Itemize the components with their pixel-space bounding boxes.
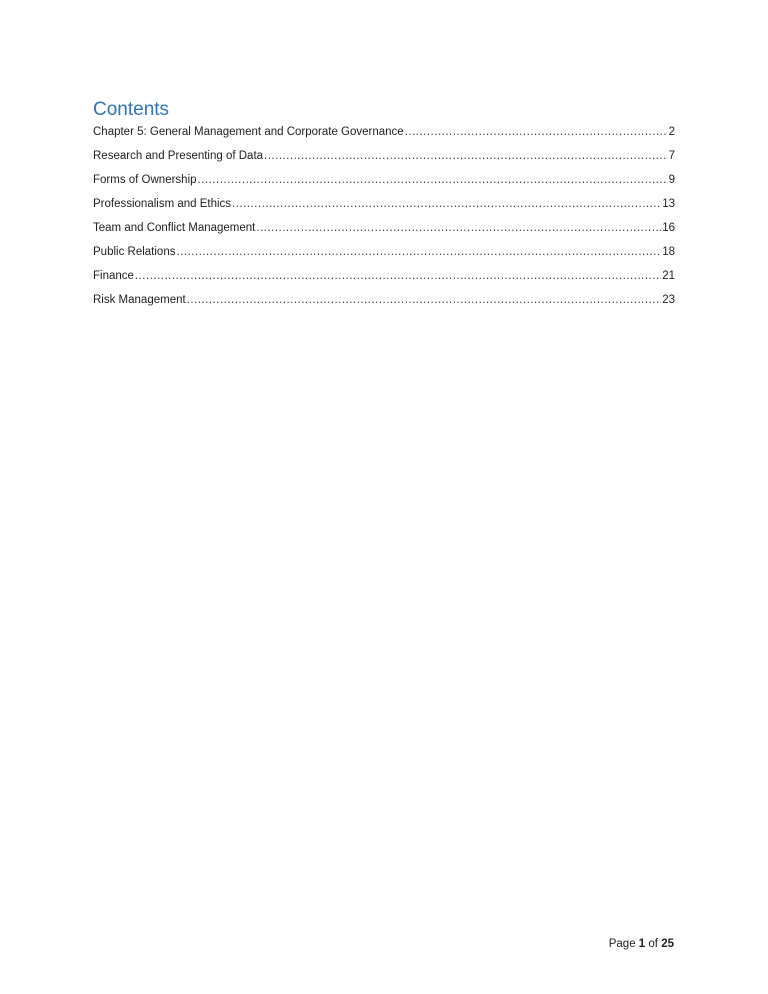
dot-leader bbox=[198, 172, 668, 188]
dot-leader bbox=[135, 268, 661, 284]
toc-entry-page-number: 18 bbox=[662, 246, 675, 258]
toc-entry[interactable] bbox=[93, 220, 675, 244]
dot-leader bbox=[176, 244, 661, 260]
contents-heading: Contents bbox=[93, 99, 170, 120]
toc-entry-title: Chapter 5: General Management and Corporate Governance bbox=[93, 126, 404, 138]
dot-leader bbox=[256, 220, 661, 236]
toc-entry-title: Team and Conflict Management bbox=[93, 222, 256, 234]
footer-of-word: of bbox=[648, 938, 658, 950]
footer-total-pages: 25 bbox=[661, 938, 674, 950]
toc-entry[interactable] bbox=[93, 172, 675, 196]
toc-entry-title: Public Relations bbox=[93, 246, 176, 258]
toc-entry-title: Finance bbox=[93, 270, 134, 282]
footer-page-word: Page bbox=[608, 938, 636, 950]
dot-leader bbox=[187, 292, 662, 308]
toc-entry[interactable] bbox=[93, 148, 675, 172]
toc-entry-title: Forms of Ownership bbox=[93, 174, 197, 186]
table-of-contents bbox=[93, 124, 675, 316]
footer-current-page: 1 bbox=[638, 938, 646, 950]
toc-entry-page-number: 9 bbox=[668, 174, 675, 186]
toc-entry[interactable] bbox=[93, 292, 675, 316]
dot-leader bbox=[264, 148, 668, 164]
toc-entry-page-number: 21 bbox=[662, 270, 675, 282]
toc-entry[interactable] bbox=[93, 124, 675, 148]
toc-entry[interactable] bbox=[93, 244, 675, 268]
toc-entry-title: Professionalism and Ethics bbox=[93, 198, 232, 210]
dot-leader bbox=[232, 196, 661, 212]
toc-entry-page-number: 13 bbox=[662, 198, 675, 210]
toc-entry-page-number: 16 bbox=[662, 222, 675, 234]
toc-entry[interactable] bbox=[93, 196, 675, 220]
toc-entry-page-number: 2 bbox=[668, 126, 675, 138]
toc-entry-page-number: 7 bbox=[668, 150, 675, 162]
toc-entry[interactable] bbox=[93, 268, 675, 292]
toc-entry-title: Research and Presenting of Data bbox=[93, 150, 264, 162]
toc-entry-page-number: 23 bbox=[662, 294, 675, 306]
toc-entry-title: Risk Management bbox=[93, 294, 186, 306]
page-footer bbox=[609, 936, 674, 952]
dot-leader bbox=[405, 124, 668, 140]
